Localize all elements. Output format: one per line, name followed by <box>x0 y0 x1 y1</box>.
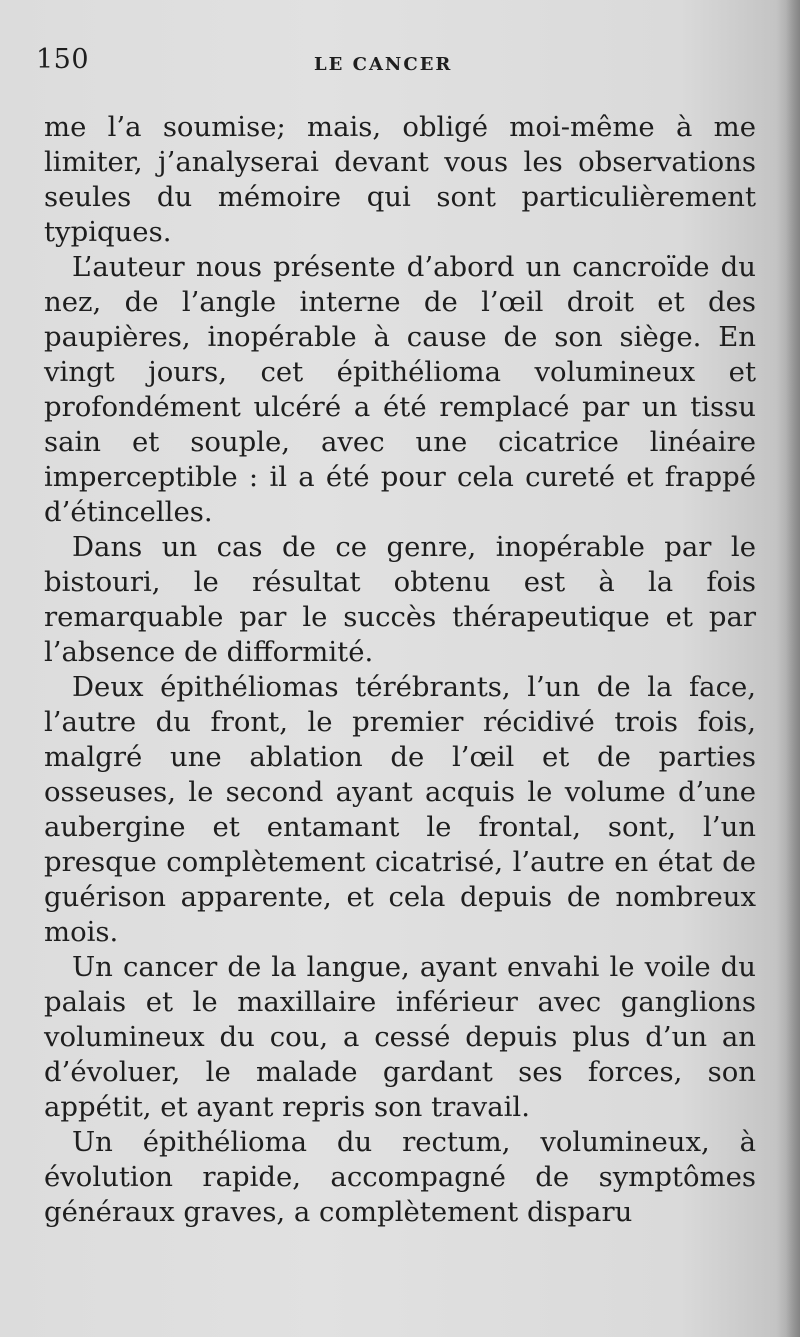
paragraph-rectum: Un épithélioma du rectum, volumineux, à évolution rapide, accompagné de symptômes généraux graves, a complètement disparu <box>44 1126 756 1228</box>
paragraph-tongue-cancer: Un cancer de la langue, ayant envahi le voile du palais et le maxillaire inférieur avec ganglions volumineux du cou, a cessé depuis plus d’un an d’évoluer, le malade gardant ses forces, son appétit, et ayant repris son travail. <box>44 951 756 1123</box>
body-text <box>44 110 756 1230</box>
page-edge-shadow <box>786 0 800 1337</box>
paragraph-continuation: me l’a soumise; mais, obligé moi-même à me limiter, j’analyserai devant vous les observations seules du mémoire qui sont particulièrement typiques. <box>44 111 756 248</box>
page-number: 150 <box>36 44 90 75</box>
paragraph-inoperable-case: Dans un cas de ce genre, inopérable par le bistouri, le résultat obtenu est à la fois remarquable par le succès thérapeutique et par l’absence de difformité. <box>44 531 756 668</box>
page-header <box>36 40 756 80</box>
paragraph-cancroide: L’auteur nous présente d’abord un cancroïde du nez, de l’angle interne de l’œil droit et des paupières, inopérable à cause de son siège. En vingt jours, cet épithélioma volumineux et profondément ulcéré a été remplacé par un tissu sain et souple, avec une cicatrice linéaire imperceptible : il a été pour cela cureté et frappé d’étincelles. <box>44 251 756 528</box>
paragraph-epitheliomas: Deux épithéliomas térébrants, l’un de la face, l’autre du front, le premier récidivé trois fois, malgré une ablation de l’œil et de parties osseuses, le second ayant acquis le volume d’une aubergine et entamant le frontal, sont, l’un presque complètement cicatrisé, l’autre en état de guérison apparente, et cela depuis de nombreux mois. <box>44 671 756 948</box>
running-title: LE CANCER <box>314 54 453 75</box>
